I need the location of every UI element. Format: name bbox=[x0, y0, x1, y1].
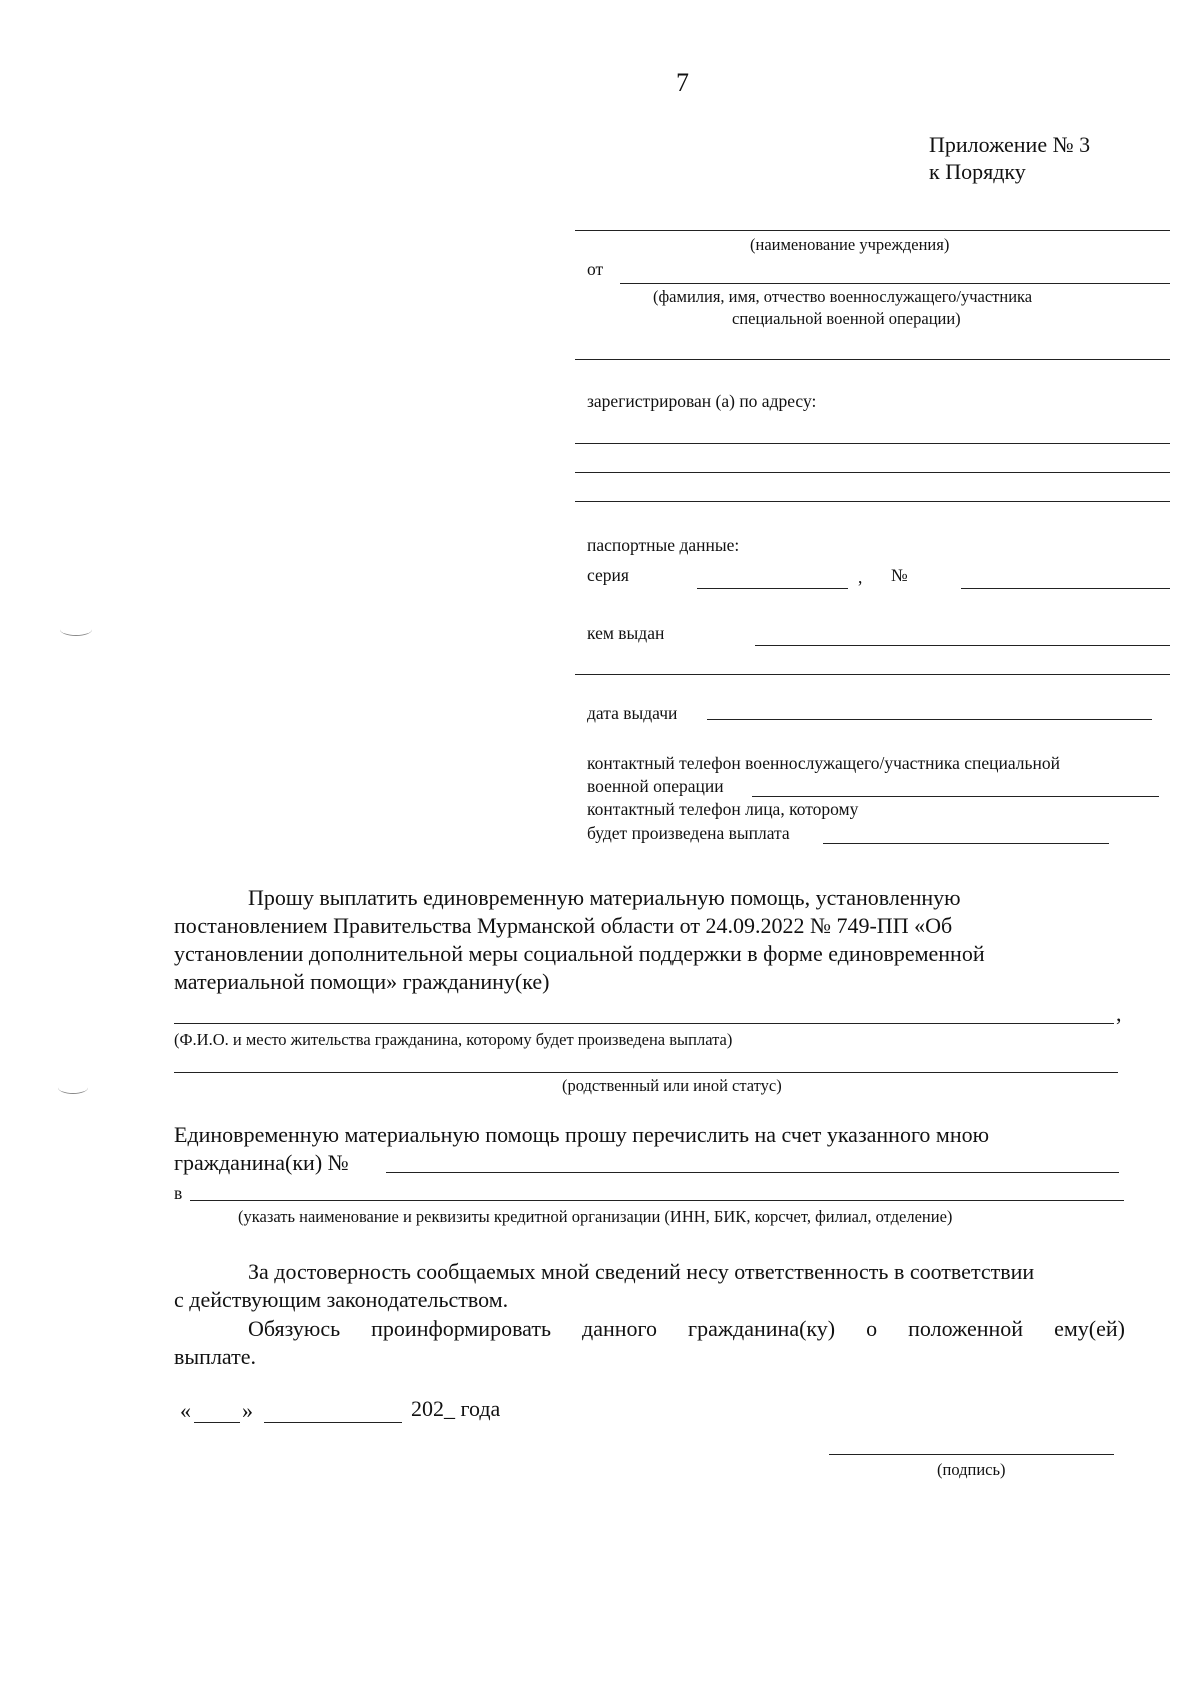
signature-caption: (подпись) bbox=[937, 1460, 1006, 1479]
recipient-caption: (Ф.И.О. и место жительства гражданина, которому будет произведена выплата) bbox=[174, 1030, 733, 1049]
address-field-1[interactable] bbox=[575, 443, 1170, 444]
transfer-text-line2: гражданина(ки) № bbox=[174, 1150, 349, 1175]
appendix-title: Приложение № 3 bbox=[929, 132, 1091, 157]
issued-by-field[interactable] bbox=[755, 645, 1170, 646]
phone1-label-line1: контактный телефон военнослужащего/участника специальной bbox=[587, 753, 1060, 773]
request-text-line1: Прошу выплатить единовременную материальную помощь, установленную bbox=[248, 885, 961, 910]
account-number-field[interactable] bbox=[386, 1172, 1119, 1173]
date-month-field[interactable] bbox=[264, 1422, 402, 1423]
obligation-word: проинформировать bbox=[371, 1316, 552, 1341]
obligation-word: данного bbox=[582, 1316, 658, 1341]
status-field[interactable] bbox=[174, 1072, 1118, 1073]
fio-field-extra[interactable] bbox=[575, 359, 1170, 360]
signature-field[interactable] bbox=[829, 1454, 1114, 1455]
obligation-text-line2: выплате. bbox=[174, 1344, 256, 1369]
obligation-word: Обязуюсь bbox=[248, 1316, 341, 1341]
fio-caption-line1: (фамилия, имя, отчество военнослужащего/участника bbox=[653, 287, 1033, 306]
phone2-label-line1: контактный телефон лица, которому bbox=[587, 799, 859, 819]
issue-date-label: дата выдачи bbox=[587, 703, 678, 723]
fio-field[interactable] bbox=[620, 283, 1170, 284]
page-number: 7 bbox=[676, 68, 689, 97]
punch-hole-mark bbox=[60, 623, 92, 636]
issue-date-field[interactable] bbox=[707, 719, 1152, 720]
responsibility-text-line2: с действующим законодательством. bbox=[174, 1287, 509, 1312]
issued-by-field-extra[interactable] bbox=[575, 674, 1170, 675]
passport-number-label: № bbox=[891, 565, 908, 585]
date-year-text: 202_ года bbox=[411, 1396, 501, 1421]
obligation-text-line1 bbox=[248, 1315, 1125, 1342]
series-field[interactable] bbox=[697, 588, 848, 589]
institution-field[interactable] bbox=[575, 230, 1170, 231]
bank-field[interactable] bbox=[190, 1200, 1124, 1201]
obligation-word: положенной bbox=[908, 1316, 1024, 1341]
series-comma: , bbox=[858, 567, 863, 587]
request-text-line4: материальной помощи» гражданину(ке) bbox=[174, 969, 550, 994]
obligation-word: ему(ей) bbox=[1054, 1316, 1125, 1341]
bank-caption: (указать наименование и реквизиты кредитной организации (ИНН, БИК, корсчет, филиал, отделение) bbox=[238, 1207, 953, 1226]
address-field-3[interactable] bbox=[575, 501, 1170, 502]
registered-address-label: зарегистрирован (а) по адресу: bbox=[587, 391, 817, 411]
transfer-text-line1: Единовременную материальную помощь прошу перечислить на счет указанного мною bbox=[174, 1122, 990, 1147]
issued-by-label: кем выдан bbox=[587, 623, 665, 643]
status-caption: (родственный или иной статус) bbox=[562, 1076, 782, 1095]
obligation-word: гражданина(ку) bbox=[688, 1316, 836, 1341]
fio-caption-line2: специальной военной операции) bbox=[732, 309, 961, 328]
institution-caption: (наименование учреждения) bbox=[750, 235, 950, 254]
address-field-2[interactable] bbox=[575, 472, 1170, 473]
recipient-field[interactable] bbox=[174, 1023, 1114, 1024]
request-text-line2: постановлением Правительства Мурманской области от 24.09.2022 № 749-ПП «Об bbox=[174, 913, 953, 938]
series-label: серия bbox=[587, 565, 629, 585]
date-close-quote: » bbox=[242, 1398, 253, 1423]
passport-number-field[interactable] bbox=[961, 588, 1170, 589]
phone2-field[interactable] bbox=[823, 843, 1109, 844]
date-open-quote: « bbox=[180, 1398, 191, 1423]
phone1-label-line2: военной операции bbox=[587, 776, 724, 796]
responsibility-text-line1: За достоверность сообщаемых мной сведений несу ответственность в соответствии bbox=[248, 1259, 1035, 1284]
punch-hole-mark bbox=[58, 1081, 88, 1094]
appendix-subtitle: к Порядку bbox=[929, 159, 1026, 184]
obligation-word: о bbox=[866, 1316, 878, 1341]
date-day-field[interactable] bbox=[194, 1422, 240, 1423]
request-text-line3: установлении дополнительной меры социальной поддержки в форме единовременной bbox=[174, 941, 985, 966]
phone2-label-line2: будет произведена выплата bbox=[587, 823, 790, 843]
phone1-field[interactable] bbox=[752, 796, 1159, 797]
passport-label: паспортные данные: bbox=[587, 535, 740, 555]
recipient-trailing-comma: , bbox=[1116, 1001, 1122, 1026]
bank-prefix: в bbox=[174, 1183, 183, 1203]
from-label: от bbox=[587, 259, 604, 279]
